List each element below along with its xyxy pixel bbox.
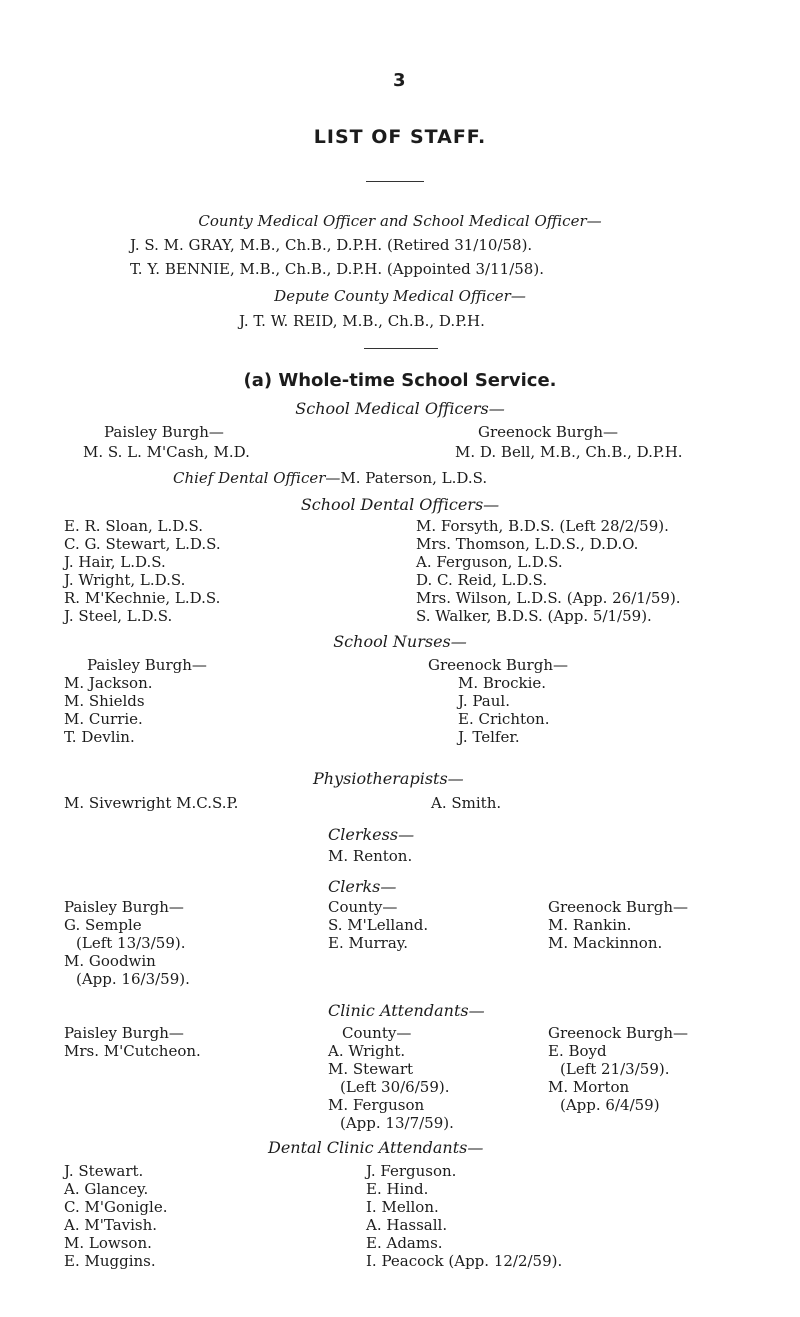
list-item: E. Muggins. <box>64 1252 156 1270</box>
list-heading: Greenock Burgh— <box>428 656 568 674</box>
list-item: M. Shields <box>64 692 145 710</box>
list-item: A. Ferguson, L.D.S. <box>416 553 563 571</box>
smo-right-label: Greenock Burgh— <box>478 423 618 441</box>
list-item: J. Steel, L.D.S. <box>64 607 173 625</box>
list-item: D. C. Reid, L.D.S. <box>416 571 548 589</box>
sdo-left-list <box>64 517 221 625</box>
clerkess-name: M. Renton. <box>328 847 413 865</box>
list-heading: Paisley Burgh— <box>87 656 207 674</box>
list-item: G. Semple <box>64 916 142 934</box>
list-item: (Left 13/3/59). <box>76 934 186 952</box>
list-heading: County— <box>328 898 398 916</box>
list-item: M. Brockie. <box>458 674 547 692</box>
dental-clinic-left-list <box>64 1162 167 1270</box>
list-item: J. Hair, L.D.S. <box>64 553 166 571</box>
chief-dental-line <box>173 469 487 487</box>
list-item: R. M'Kechnie, L.D.S. <box>64 589 221 607</box>
divider <box>366 181 424 182</box>
list-item: M. Forsyth, B.D.S. (Left 28/2/59). <box>416 517 669 535</box>
list-heading: Paisley Burgh— <box>64 1024 184 1042</box>
list-item: E. Boyd <box>548 1042 607 1060</box>
list-item: M. Rankin. <box>548 916 632 934</box>
physio-heading: Physiotherapists— <box>313 769 464 788</box>
list-item: M. Jackson. <box>64 674 153 692</box>
clerks-left-list <box>64 898 190 988</box>
list-heading: Greenock Burgh— <box>548 898 688 916</box>
list-item: I. Peacock (App. 12/2/59). <box>366 1252 563 1270</box>
clinic-heading: Clinic Attendants— <box>328 1001 485 1020</box>
list-item: A. Glancey. <box>64 1180 149 1198</box>
clerks-heading: Clerks— <box>328 877 397 896</box>
list-heading: Paisley Burgh— <box>64 898 184 916</box>
smo-right-name: M. D. Bell, M.B., Ch.B., D.P.H. <box>455 443 683 461</box>
cmo-line-1: J. S. M. GRAY, M.B., Ch.B., D.P.H. (Retired 31/10/58). <box>130 236 533 254</box>
deputy-heading: Depute County Medical Officer— <box>274 287 526 305</box>
list-item: J. Stewart. <box>64 1162 144 1180</box>
nurses-right-list <box>402 656 568 746</box>
physio-right: A. Smith. <box>431 794 502 812</box>
dental-clinic-right-list <box>366 1162 562 1270</box>
list-item: M. Ferguson <box>328 1096 425 1114</box>
list-item: Mrs. Wilson, L.D.S. (App. 26/1/59). <box>416 589 681 607</box>
cmo-heading: County Medical Officer and School Medical Officer— <box>198 212 602 230</box>
list-item: I. Mellon. <box>366 1198 439 1216</box>
list-item: (Left 21/3/59). <box>560 1060 670 1078</box>
chief-dental-name: —M. Paterson, L.D.S. <box>325 469 488 487</box>
smo-heading: School Medical Officers— <box>295 399 505 418</box>
list-item: J. Paul. <box>458 692 510 710</box>
list-item: (App. 6/4/59) <box>560 1096 660 1114</box>
physio-left: M. Sivewright M.C.S.P. <box>64 794 239 812</box>
list-item: C. G. Stewart, L.D.S. <box>64 535 221 553</box>
list-item: E. Adams. <box>366 1234 443 1252</box>
chief-dental-label: Chief Dental Officer <box>173 469 326 487</box>
list-item: E. Hind. <box>366 1180 429 1198</box>
list-item: E. R. Sloan, L.D.S. <box>64 517 204 535</box>
clerks-right-list <box>548 898 688 952</box>
list-item: A. M'Tavish. <box>64 1216 158 1234</box>
list-item: S. M'Lelland. <box>328 916 429 934</box>
list-item: M. Stewart <box>328 1060 414 1078</box>
list-item: M. Currie. <box>64 710 143 728</box>
list-item: E. Crichton. <box>458 710 550 728</box>
nurses-left-list <box>64 656 207 746</box>
smo-left-name: M. S. L. M'Cash, M.D. <box>83 443 250 461</box>
divider <box>364 348 438 349</box>
clerkess-heading: Clerkess— <box>328 825 415 844</box>
list-item: (Left 30/6/59). <box>340 1078 450 1096</box>
section-title: (a) Whole-time School Service. <box>243 370 557 391</box>
list-item: M. Lowson. <box>64 1234 152 1252</box>
list-item: Mrs. M'Cutcheon. <box>64 1042 201 1060</box>
page-title: LIST OF STAFF. <box>313 126 487 148</box>
sdo-heading: School Dental Officers— <box>300 495 500 514</box>
dental-clinic-heading: Dental Clinic Attendants— <box>268 1138 484 1157</box>
list-item: E. Murray. <box>328 934 409 952</box>
deputy-line: J. T. W. REID, M.B., Ch.B., D.P.H. <box>239 312 485 330</box>
list-item: M. Mackinnon. <box>548 934 663 952</box>
list-item: S. Walker, B.D.S. (App. 5/1/59). <box>416 607 652 625</box>
list-item: M. Goodwin <box>64 952 156 970</box>
cmo-line-2: T. Y. BENNIE, M.B., Ch.B., D.P.H. (Appointed 3/11/58). <box>130 260 544 278</box>
sdo-right-list <box>416 517 681 625</box>
clinic-left-list <box>64 1024 201 1060</box>
list-heading: County— <box>342 1024 412 1042</box>
page-number: 3 <box>393 70 406 91</box>
list-item: (App. 16/3/59). <box>76 970 190 988</box>
list-item: A. Wright. <box>328 1042 406 1060</box>
list-item: M. Morton <box>548 1078 630 1096</box>
list-item: C. M'Gonigle. <box>64 1198 168 1216</box>
clinic-right-list <box>548 1024 688 1114</box>
list-item: A. Hassall. <box>366 1216 448 1234</box>
clinic-middle-list <box>328 1024 454 1132</box>
clerks-middle-list <box>328 898 428 952</box>
list-item: (App. 13/7/59). <box>340 1114 454 1132</box>
list-item: J. Ferguson. <box>366 1162 457 1180</box>
list-item: J. Wright, L.D.S. <box>64 571 186 589</box>
smo-left-label: Paisley Burgh— <box>104 423 224 441</box>
list-item: J. Telfer. <box>458 728 520 746</box>
nurses-heading: School Nurses— <box>333 632 467 651</box>
list-item: T. Devlin. <box>64 728 135 746</box>
list-heading: Greenock Burgh— <box>548 1024 688 1042</box>
list-item: Mrs. Thomson, L.D.S., D.D.O. <box>416 535 639 553</box>
